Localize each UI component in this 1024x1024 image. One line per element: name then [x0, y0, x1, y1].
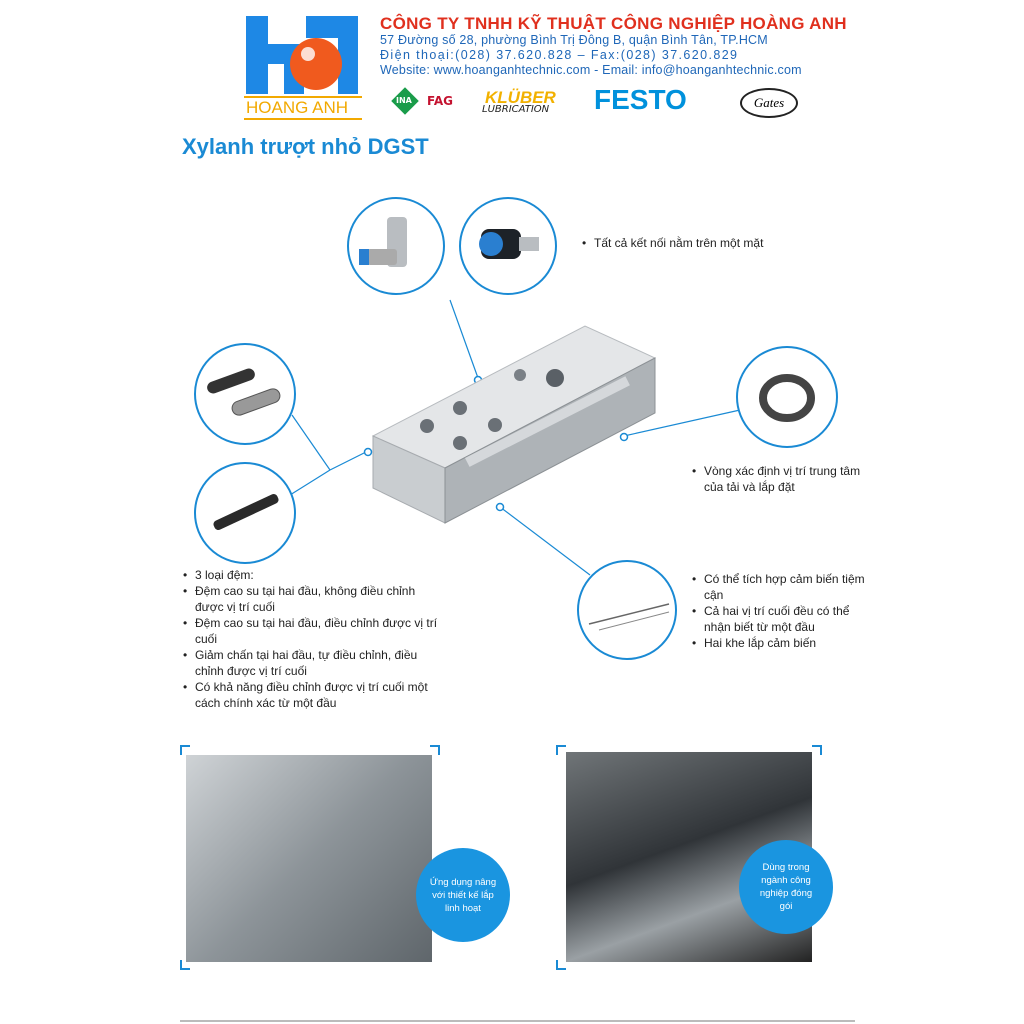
list-item: • Vòng xác định vị trí trung tâm của tải và lắp đặt — [704, 463, 874, 495]
kluber-logo: KLÜBER — [485, 88, 556, 107]
push-in-fitting-circle — [459, 197, 557, 295]
footer-divider — [180, 1020, 855, 1022]
logo-text: HOANG ANH — [246, 98, 349, 117]
proximity-sensor-circle — [577, 560, 677, 660]
fag-logo: FAG — [427, 94, 453, 108]
list-item: • Tất cả kết nối nằm trên một mặt — [594, 235, 834, 251]
application-caption-bubble: Dùng trong ngành công nghiệp đóng gói — [739, 840, 833, 934]
list-item: • Hai khe lắp cảm biến — [704, 635, 879, 651]
sensor-list — [690, 571, 879, 651]
corner-bracket — [556, 745, 566, 755]
corner-bracket — [556, 960, 566, 970]
list-item: • Đệm cao su tại hai đầu, không điều chỉnh được vị trí cuối — [195, 583, 445, 615]
company-name: CÔNG TY TNHH KỸ THUẬT CÔNG NGHIỆP HOÀNG ANH — [380, 14, 847, 33]
dgst-cylinder-image — [365, 318, 665, 528]
list-item: • 3 loại đệm: — [195, 567, 445, 583]
company-address: 57 Đường số 28, phường Bình Trị Đông B, quận Bình Tân, TP.HCM — [380, 33, 768, 47]
shock-absorber-circle — [194, 462, 296, 564]
centering-ring-circle — [736, 346, 838, 448]
list-item: • Giảm chấn tại hai đầu, tự điều chỉnh, điều chỉnh được vị trí cuối — [195, 647, 445, 679]
gates-logo: Gates — [740, 88, 798, 118]
corner-bracket — [180, 745, 190, 755]
list-item: • Có thể tích hợp cảm biến tiệm cận — [704, 571, 879, 603]
corner-bracket — [812, 745, 822, 755]
centering-list — [690, 463, 874, 495]
connections-list — [580, 235, 834, 251]
list-item: • Cả hai vị trí cuối đều có thể nhận biết từ một đầu — [704, 603, 879, 635]
list-item: • Đệm cao su tại hai đầu, điều chỉnh được vị trí cuối — [195, 615, 445, 647]
page-title: Xylanh trượt nhỏ DGST — [182, 134, 429, 159]
corner-bracket — [430, 745, 440, 755]
application-caption-bubble: Ứng dụng nâng với thiết kế lắp linh hoạt — [416, 848, 510, 942]
kluber-sub: LUBRICATION — [482, 104, 550, 115]
flow-control-valve-circle — [347, 197, 445, 295]
cushioning-list — [181, 567, 445, 711]
ina-text: INA — [396, 96, 412, 105]
company-website: Website: www.hoanganhtechnic.com - Email: info@hoanganhtechnic.com — [380, 63, 802, 77]
company-phone: Điện thoại:(028) 37.620.828 – Fax:(028) 37.620.829 — [380, 48, 739, 62]
festo-logo: FESTO — [594, 84, 687, 115]
lifting-application-photo — [186, 755, 432, 962]
list-item: • Có khả năng điều chỉnh được vị trí cuối một cách chính xác từ một đầu — [195, 679, 445, 711]
buffer-pins-circle — [194, 343, 296, 445]
